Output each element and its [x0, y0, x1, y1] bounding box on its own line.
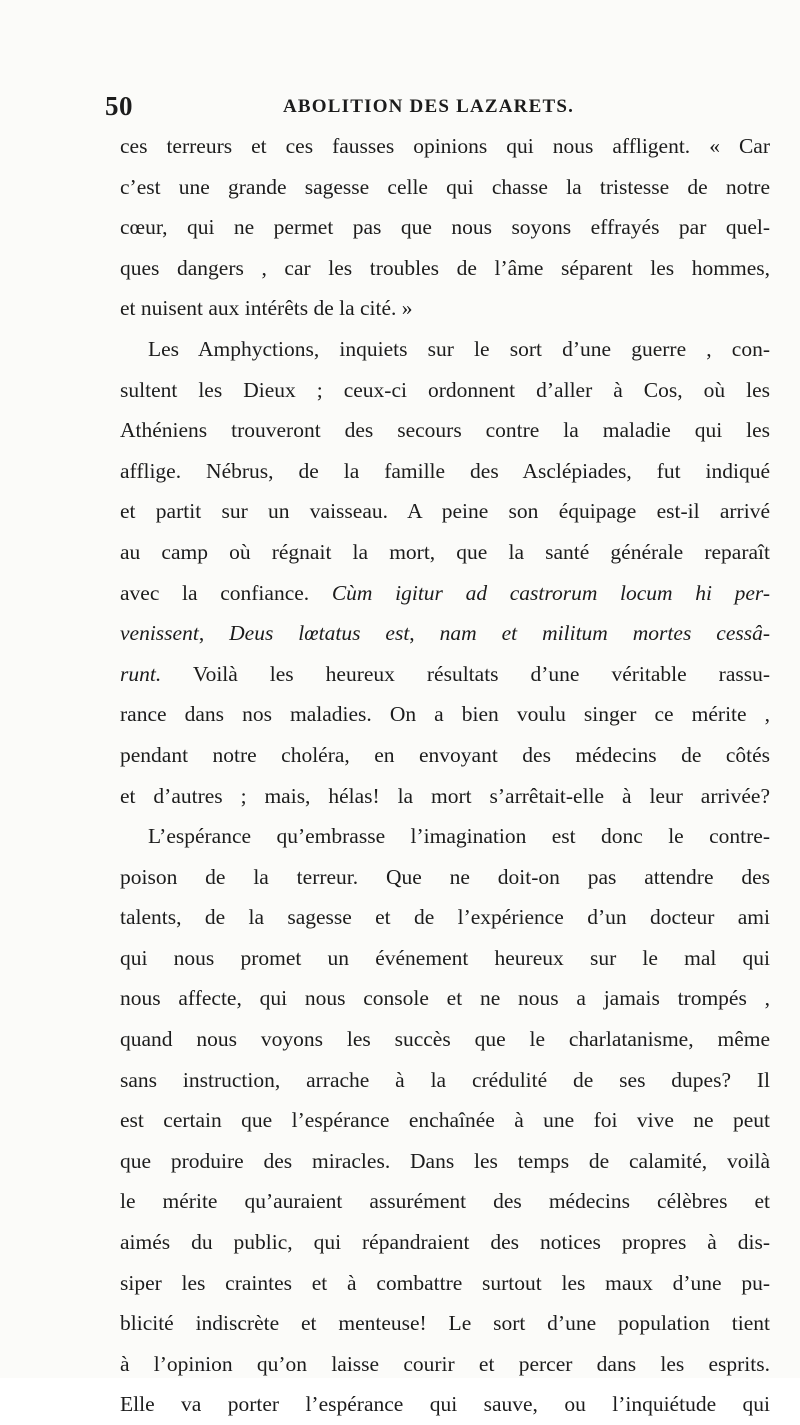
latin-quote: venissent [120, 621, 199, 646]
text-line: sans instruction, arrache à la crédulité de ses dupes? Il [120, 1067, 770, 1092]
text-line: c’est une grande sagesse celle qui chasse la tristesse de notre [120, 174, 770, 199]
text-line: le mérite qu’auraient assurément des médecins célèbres et [120, 1189, 770, 1214]
latin-quote: Deus lœtatus est [229, 621, 410, 646]
text-line: ques dangers , car les troubles de l’âme séparent les hommes, [120, 255, 770, 280]
running-title: ABOLITION DES LAZARETS. [283, 96, 575, 117]
text-line: et nuisent aux intérêts de la cité. » [120, 296, 413, 321]
text-line: L’espérance qu’embrasse l’imagination est donc le contre- [148, 824, 770, 849]
latin-quote: Cùm igitur ad castrorum locum hi per- [331, 580, 771, 605]
text-line: Athéniens trouveront des secours contre la maladie qui les [120, 418, 770, 443]
text-line: à l’opinion qu’on laisse courir et percer dans les esprits. [120, 1351, 770, 1376]
latin-quote: nam et militum mortes cessâ- [439, 621, 771, 646]
text-line: et d’autres ; mais, hélas! la mort s’arrêtait-elle à leur arrivée? [120, 783, 770, 808]
text-line: est certain que l’espérance enchaînée à une foi vive ne peut [120, 1108, 770, 1133]
text-line: sultent les Dieux ; ceux-ci ordonnent d’aller à Cos, où les [120, 377, 770, 402]
text-line: poison de la terreur. Que ne doit-on pas attendre des [120, 864, 770, 889]
text-line: avec la confiance. Cùm igitur ad castrorum locum hi per- [120, 580, 771, 605]
page-number: 50 [105, 91, 133, 121]
text-line: et partit sur un vaisseau. A peine son équipage est-il arrivé [120, 499, 770, 524]
text-line: pendant notre choléra, en envoyant des médecins de côtés [120, 742, 770, 767]
text-line: Les Amphyctions, inquiets sur le sort d’une guerre , con- [148, 336, 770, 361]
text-line: runt. Voilà les heureux résultats d’une véritable rassu- [120, 661, 770, 686]
text-line: siper les craintes et à combattre surtout les maux d’une pu- [120, 1270, 770, 1295]
text-line: au camp où régnait la mort, que la santé générale reparaît [120, 539, 770, 564]
latin-quote: runt. [120, 661, 162, 686]
page-header [105, 91, 765, 121]
text-line: venissent, Deus lœtatus est, nam et militum mortes cessâ- [120, 621, 771, 646]
text-line: que produire des miracles. Dans les temps de calamité, voilà [120, 1148, 770, 1173]
text-line: rance dans nos maladies. On a bien voulu singer ce mérite , [120, 702, 770, 727]
text-line: nous affecte, qui nous console et ne nous a jamais trompés , [120, 986, 770, 1011]
text-line: afflige. Nébrus, de la famille des Asclépiades, fut indiqué [120, 458, 770, 483]
text-line: Elle va porter l’espérance qui sauve, ou l’inquiétude qui [120, 1392, 770, 1417]
text-line: ces terreurs et ces fausses opinions qui nous affligent. « Car [120, 134, 770, 158]
text-line: blicité indiscrète et menteuse! Le sort d’une population tient [120, 1311, 770, 1336]
text-line: cœur, qui ne permet pas que nous soyons effrayés par quel- [120, 215, 770, 240]
text-line: talents, de la sagesse et de l’expérience d’un docteur ami [120, 905, 770, 930]
text-line: quand nous voyons les succès que le charlatanisme, même [120, 1027, 770, 1052]
text-line: qui nous promet un événement heureux sur le mal qui [120, 945, 770, 970]
text-line: aimés du public, qui répandraient des notices propres à dis- [120, 1230, 770, 1255]
body-text [120, 126, 770, 1425]
